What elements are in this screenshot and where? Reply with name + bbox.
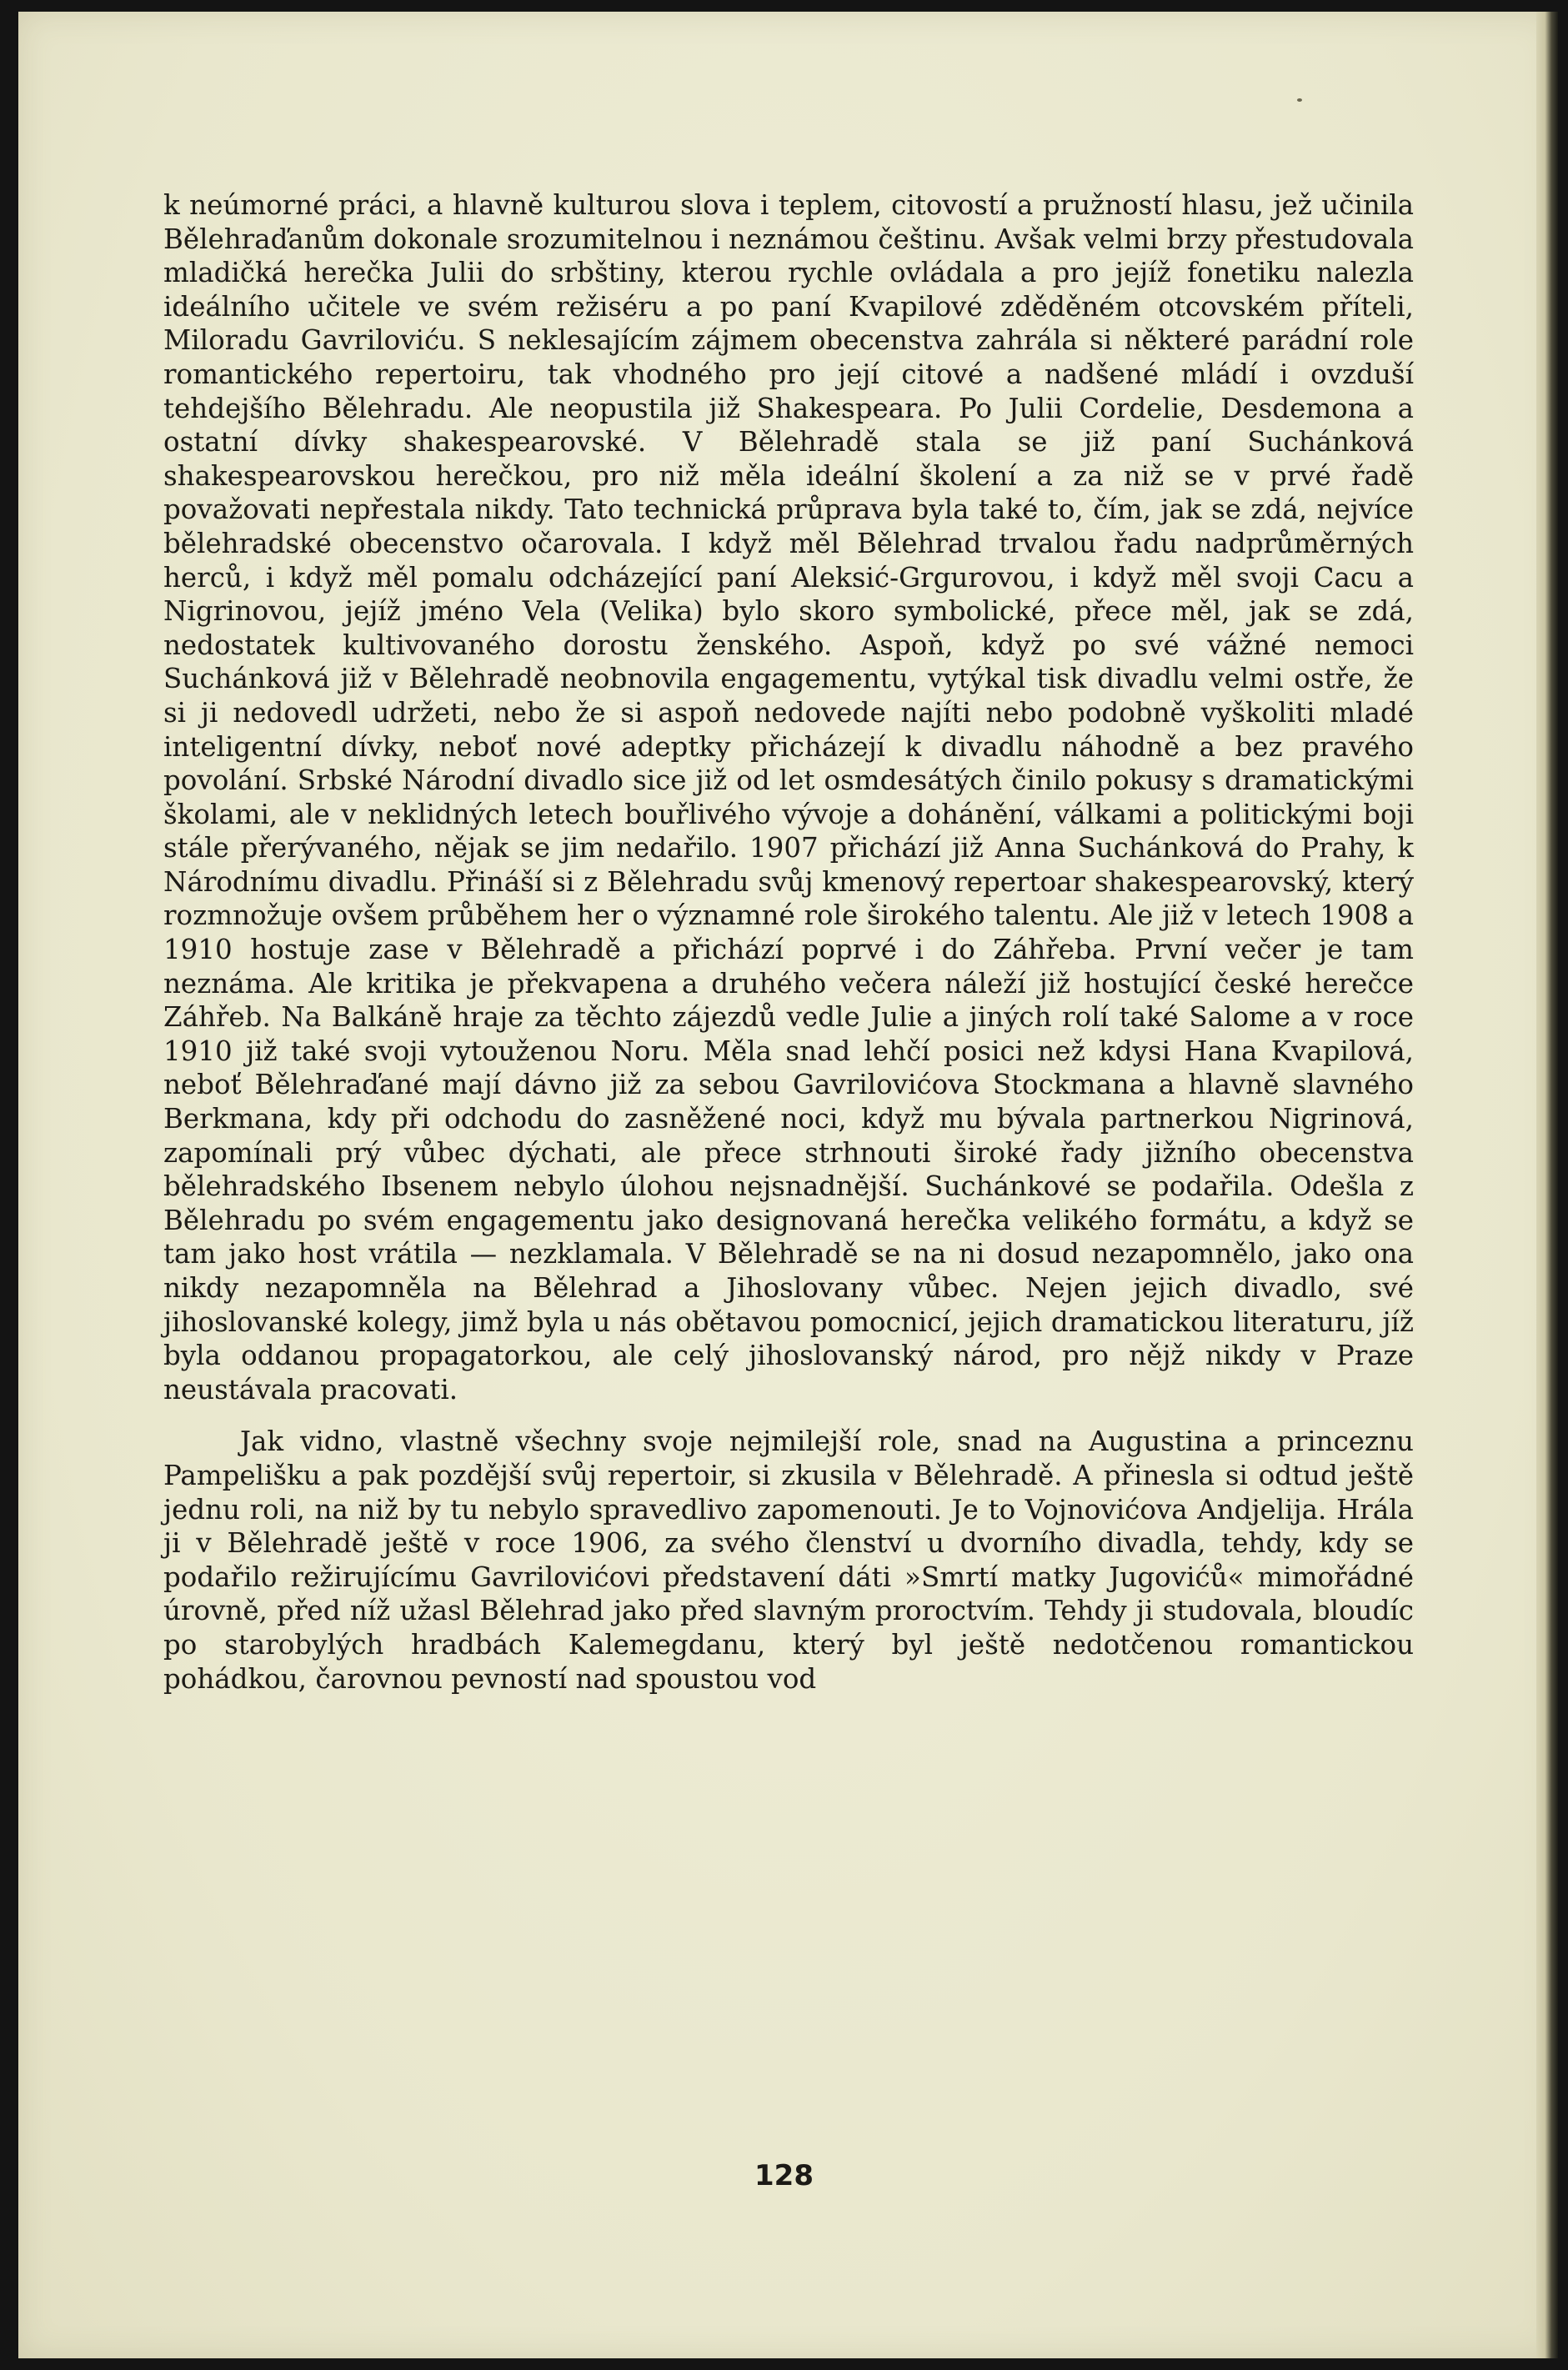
body-text: [163, 188, 1414, 1696]
paper-speck: [1297, 98, 1302, 102]
paragraph-1: k neúmorné práci, a hlavně kulturou slova i teplem, citovostí a pružností hlasu, jež učinila Bělehraďanům dokonale srozumitelnou i neznámou češtinu. Avšak velmi brzy přestudovala mladičká herečka Julii do srbštiny, kterou rychle ovládala a pro jejíž fonetiku nalezla ideálního učitele ve svém režiséru a po paní Kvapilové zděděném otcovském příteli, Miloradu Gavriloviću. S neklesajícím zájmem obecenstva zahrála si některé parádní role romantického repertoiru, tak vhodného pro její citové a nadšené mládí i ovzduší tehdejšího Bělehradu. Ale neopustila již Shakespeara. Po Julii Cordelie, Desdemona a ostatní dívky shakespearovské. V Bělehradě stala se již paní Suchánková shakespearovskou herečkou, pro niž měla ideální školení a za niž se v prvé řadě považovati nepřestala nikdy. Tato technická průprava byla také to, čím, jak se zdá, nejvíce bělehradské obecenstvo očarovala. I když měl Bělehrad trvalou řadu nadprůměrných herců, i když měl pomalu odcházející paní Aleksić-Grgurovou, i když měl svoji Cacu a Nigrinovou, jejíž jméno Vela (Velika) bylo skoro symbolické, přece měl, jak se zdá, nedostatek kultivovaného dorostu ženského. Aspoň, když po své vážné nemoci Suchánková již v Bělehradě neobnovila engagementu, vytýkal tisk divadlu velmi ostře, že si ji nedovedl udržeti, nebo že si aspoň nedovede najíti nebo podobně vyškoliti mladé inteligentní dívky, neboť nové adeptky přicházejí k divadlu náhodně a bez pravého povolání. Srbské Národní divadlo sice již od let osmdesátých činilo pokusy s dramatickými školami, ale v neklidných letech bouřlivého vývoje a dohánění, válkami a politickými boji stále přerývaného, nějak se jim nedařilo. 1907 přichází již Anna Suchánková do Prahy, k Národnímu divadlu. Přináší si z Bělehradu svůj kmenový repertoar shakespearovský, který rozmnožuje ovšem průběhem her o významné role širokého talentu. Ale již v letech 1908 a 1910 hostuje zase v Bělehradě a přichází poprvé i do Záhřeba. První večer je tam neznáma. Ale kritika je překvapena a druhého večera náleží již hostující české herečce Záhřeb. Na Balkáně hraje za těchto zájezdů vedle Julie a jiných rolí také Salome a v roce 1910 již také svoji vytouženou Noru. Měla snad lehčí posici než kdysi Hana Kvapilová, neboť Bělehraďané mají dávno již za sebou Gavrilovićova Stockmana a hlavně slavného Berkmana, kdy při odchodu do zasněžené noci, když mu bývala partnerkou Nigrinová, zapomínali prý vůbec dýchati, ale přece strhnouti široké řady jižního obecenstva bělehradského Ibsenem nebylo úlohou nejsnadnější. Suchánkové se podařila. Odešla z Bělehradu po svém engagementu jako designovaná herečka velikého formátu, a když se tam jako host vrátila — nezklamala. V Bělehradě se na ni dosud nezapomnělo, jako ona nikdy nezapomněla na Bělehrad a Jihoslovany vůbec. Nejen jejich divadlo, své jihoslovanské kolegy, jimž byla u nás obětavou pomocnicí, jejich dramatickou literaturu, jíž byla oddanou propagatorkou, ale celý jihoslovanský národ, pro nějž nikdy v Praze neustávala pracovati.: [163, 189, 1414, 1405]
page-number: 128: [754, 2159, 814, 2192]
paragraph-2: Jak vidno, vlastně všechny svoje nejmilejší role, snad na Augustina a princeznu Pampelišku a pak pozdější svůj repertoir, si zkusila v Bělehradě. A přinesla si odtud ještě jednu roli, na niž by tu nebylo spravedlivo zapomenouti. Je to Vojnovićova Andjelija. Hrála ji v Bělehradě ještě v roce 1906, za svého členství u dvorního divadla, tehdy, kdy se podařilo režirujícímu Gavrilovićovi představení dáti »Smrtí matky Jugovićů« mimořádné úrovně, před níž užasl Bělehrad jako před slavným proroctvím. Tehdy ji studovala, bloudíc po starobylých hradbách Kalemegdanu, který byl ještě nedotčenou romantickou pohádkou, čarovnou pevností nad spoustou vod: [163, 1426, 1414, 1695]
page-edge-shadow: [1536, 12, 1558, 2358]
